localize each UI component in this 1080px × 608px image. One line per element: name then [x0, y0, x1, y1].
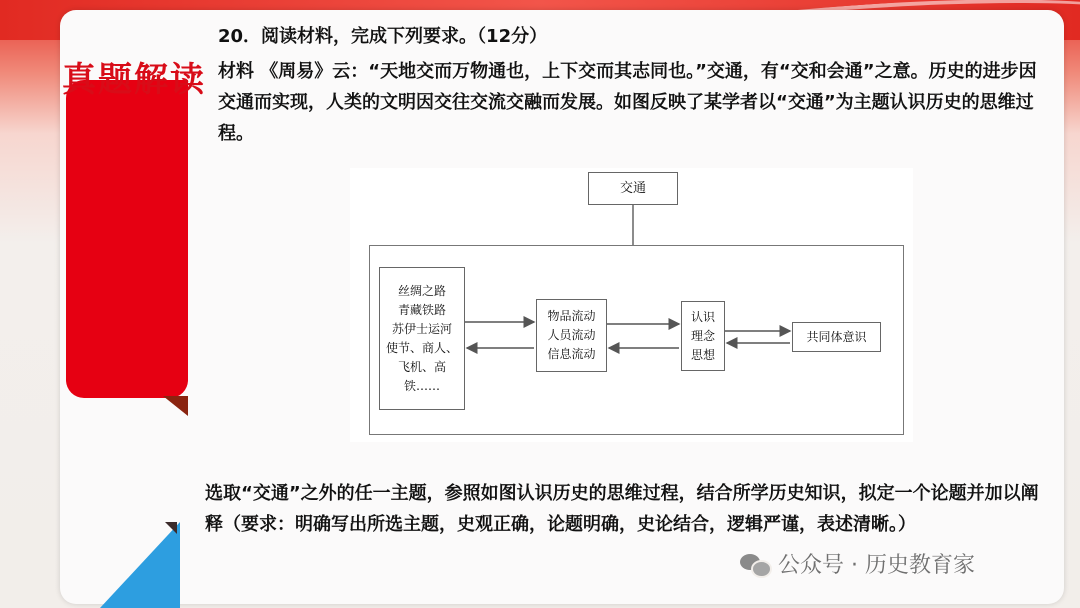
left-item: 使节、商人、: [385, 340, 458, 355]
middle-item: 物品流动: [547, 309, 596, 323]
left-item: 铁……: [403, 378, 440, 393]
middle-item: 信息流动: [547, 347, 596, 361]
blue-corner-decoration: [100, 522, 180, 608]
watermark: [740, 548, 975, 579]
corner-fold-decoration: [165, 522, 177, 534]
right-item: 理念: [690, 328, 715, 343]
middle-item: 人员流动: [547, 328, 596, 342]
left-item: 苏伊士运河: [391, 321, 452, 336]
section-badge: 真题解读: [62, 60, 206, 100]
right-item: 认: [690, 309, 703, 324]
far-right-label: 共同体意识: [806, 329, 867, 344]
right-item: 识: [703, 309, 716, 324]
left-item: 青藏铁路: [397, 302, 446, 317]
right-item: 思想: [690, 347, 715, 362]
diagram-top-label: 交通: [619, 181, 646, 196]
watermark-text: 公众号 · 历史教育家: [778, 553, 975, 578]
wechat-icon: [740, 552, 770, 576]
task-text: 选取“交通”之外的任一主题，参照如图认识历史的思维过程，结合所学历史知识，拟定一个论题并加以阐释（要求：明确写出所选主题，史观正确，论题明确，史论结合，逻辑严谨，表述清晰。）: [205, 483, 1039, 535]
left-item: 飞机、高: [397, 359, 446, 374]
material-text: 材料 《周易》云：“天地交而万物通也，上下交而其志同也。”交通，有“交和会通”之意。历史的进步因交通而实现，人类的文明因交往交流交融而发展。如图反映了某学者以“交通”为主题认识历史的思维过程。: [218, 61, 1037, 144]
question-title: 20．阅读材料，完成下列要求。（12分）: [218, 26, 548, 47]
left-item: 丝绸之路: [397, 283, 446, 298]
